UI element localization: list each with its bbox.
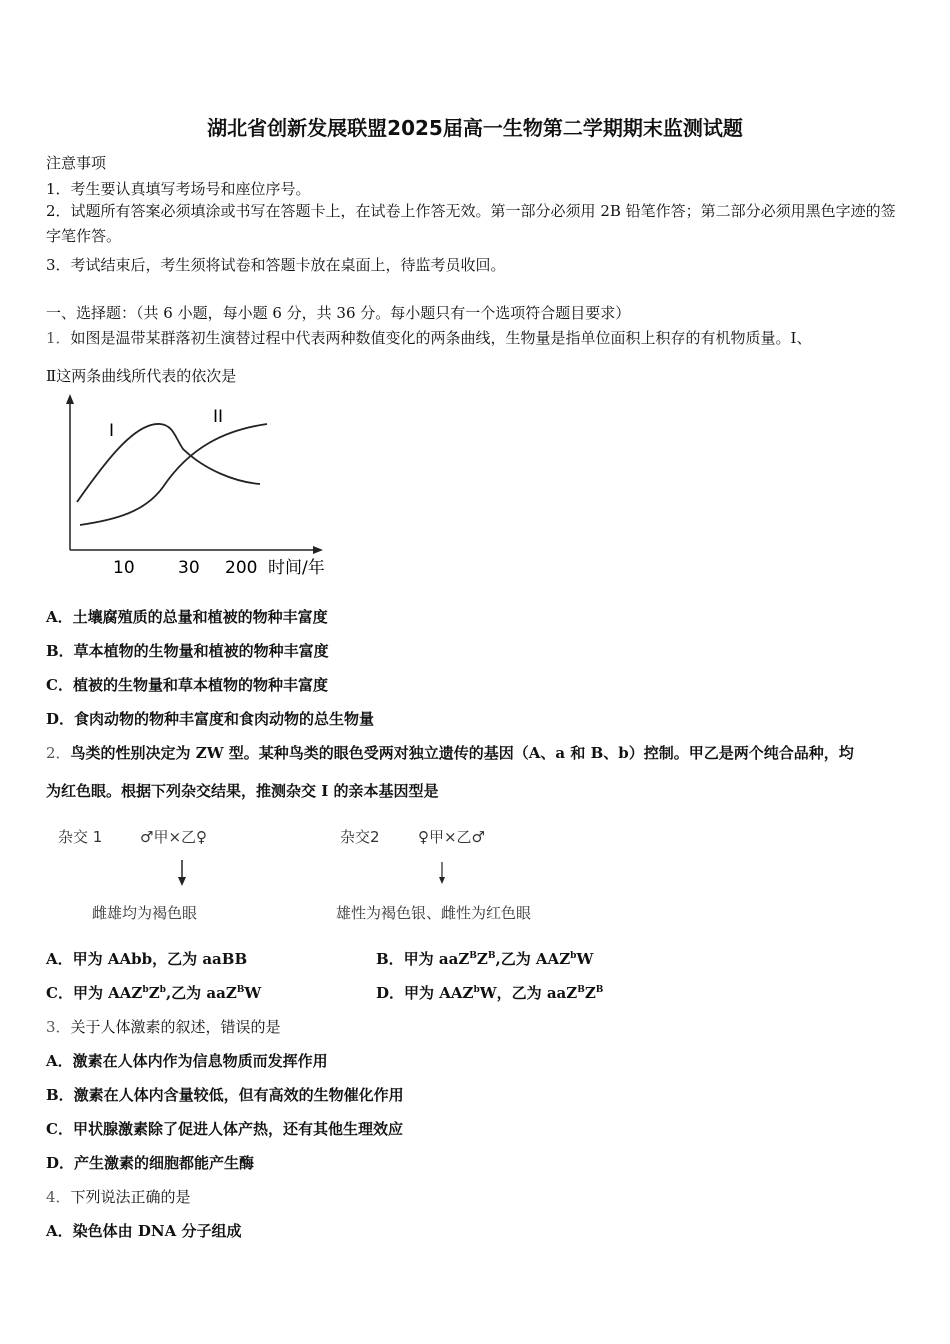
question-number: 1． — [46, 329, 71, 347]
option: D．食肉动物的物种丰富度和食肉动物的总生物量 — [46, 710, 375, 728]
cross-1-parents: ♂甲×乙♀ — [140, 828, 208, 846]
y-axis-arrow — [66, 394, 74, 404]
question-2-stem: 2．鸟类的性别决定为 ZW 型。某种鸟类的眼色受两对独立遗传的基因（A、a 和 B、b）控制。甲乙是两个纯合品种，均 — [46, 744, 854, 762]
question-1-stem-cont: Ⅱ这两条曲线所代表的依次是 — [46, 367, 237, 385]
option: C．甲为 $AAZ^bZ^b$,乙为 aaZ$^B$W — [46, 984, 262, 1002]
x-tick-label: 10 — [113, 558, 135, 578]
question-2-stem-cont: 为红色眼。根据下列杂交结果，推测杂交 I 的亲本基因型是 — [46, 782, 439, 800]
series-label: I — [109, 421, 115, 441]
notice-item: 1．考生要认真填写考场号和座位序号。 — [46, 180, 311, 198]
cross-1-result: 雌雄均为褐色眼 — [92, 904, 198, 922]
page-title: 湖北省创新发展联盟2025届高一生物第二学期期末监测试题 — [207, 116, 743, 140]
question-4-stem: 4．下列说法正确的是 — [46, 1188, 191, 1206]
option: C．甲状腺激素除了促进人体产热，还有其他生理效应 — [46, 1120, 403, 1138]
series-label: II — [213, 407, 224, 427]
cross-2-parents: ♀甲×乙♂ — [418, 828, 486, 846]
section-heading: 一、选择题：（共 6 小题，每小题 6 分，共 36 分。每小题只有一个选项符合题目要求） — [46, 304, 631, 322]
cross-2-label: 杂交2 — [340, 828, 380, 846]
notice-item: 3．考试结束后，考生须将试卷和答题卡放在桌面上，待监考员收回。 — [46, 256, 506, 274]
x-axis-arrow — [313, 546, 323, 554]
option: A．土壤腐殖质的总量和植被的物种丰富度 — [46, 608, 328, 626]
curve-series — [77, 424, 260, 502]
cross-1-label: 杂交 1 — [58, 828, 103, 846]
option: D．产生激素的细胞都能产生酶 — [46, 1154, 255, 1172]
option: B．草本植物的生物量和植被的物种丰富度 — [46, 642, 329, 660]
notice-heading: 注意事项 — [46, 154, 107, 172]
question-number: 2． — [46, 744, 71, 762]
option: C．植被的生物量和草本植物的物种丰富度 — [46, 676, 328, 694]
option: B．激素在人体内含量较低，但有高效的生物催化作用 — [46, 1086, 404, 1104]
succession-chart — [55, 392, 355, 582]
x-tick-label: 200 — [225, 558, 258, 578]
option: A．激素在人体内作为信息物质而发挥作用 — [46, 1052, 328, 1070]
question-1-stem: 1．如图是温带某群落初生演替过程中代表两种数值变化的两条曲线，生物量是指单位面积上积存的有机物质量。Ⅰ、 — [46, 329, 812, 347]
x-axis-label: 时间/年 — [268, 558, 325, 578]
option: D．甲为 AAZ$^b$W，乙为 $aaZ^BZ^B$ — [376, 984, 604, 1002]
question-number: 4． — [46, 1188, 71, 1206]
notice-item: 2．试题所有答案必须填涂或书写在答题卡上，在试卷上作答无效。第一部分必须用 2B 铅笔作答；第二部分必须用黑色字迹的签字笔作答。 — [46, 202, 896, 245]
arrow-down-icon — [174, 858, 190, 888]
cross-2-result: 雄性为褐色银、雌性为红色眼 — [336, 904, 532, 922]
option: B．甲为 $aaZ^BZ^B$,乙为 AAZ$^b$W — [376, 950, 594, 968]
question-number: 3． — [46, 1018, 71, 1036]
arrow-down-icon — [434, 858, 450, 888]
x-tick-label: 30 — [178, 558, 200, 578]
option: A．甲为 AAbb，乙为 aaBB — [46, 950, 248, 968]
question-3-stem: 3．关于人体激素的叙述，错误的是 — [46, 1018, 281, 1036]
option: A．染色体由 DNA 分子组成 — [46, 1222, 242, 1240]
